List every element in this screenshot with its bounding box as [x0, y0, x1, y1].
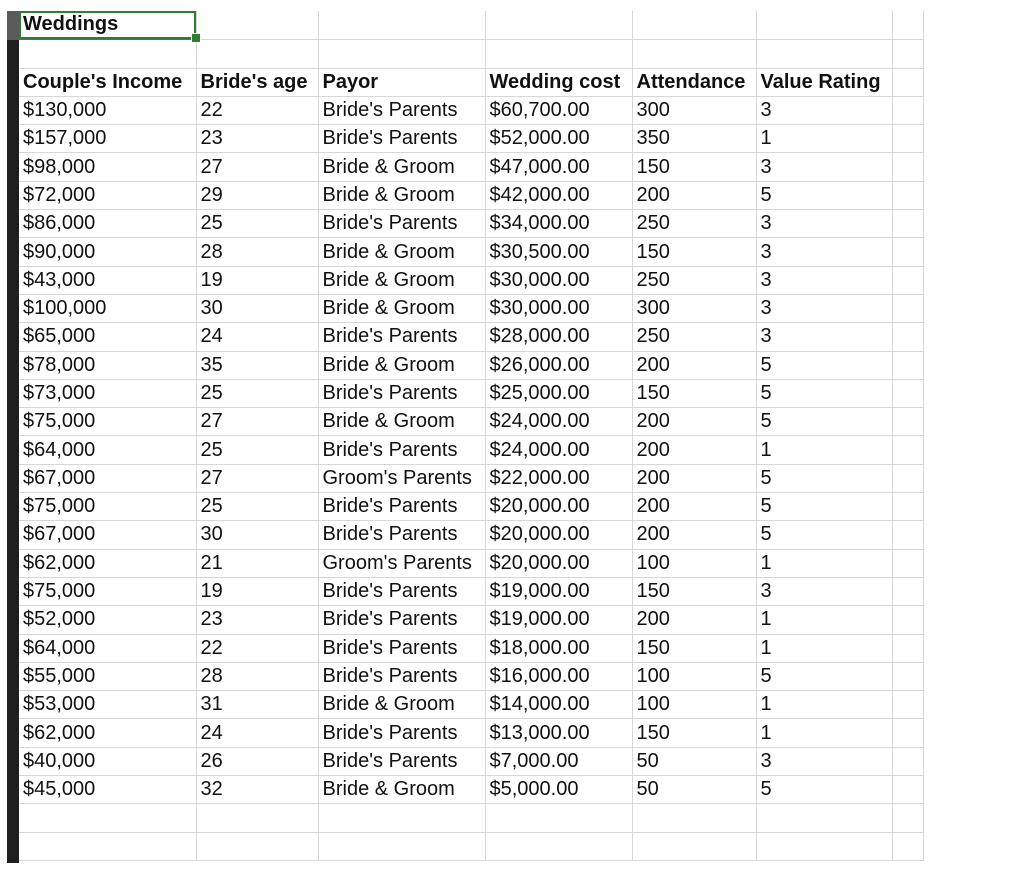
- payor-cell[interactable]: Bride & Groom: [318, 294, 485, 322]
- brides-age-cell[interactable]: 22: [196, 96, 318, 124]
- couples-income-cell[interactable]: $90,000: [19, 238, 196, 266]
- empty-cell[interactable]: [892, 238, 923, 266]
- payor-cell[interactable]: Bride & Groom: [318, 776, 485, 804]
- payor-cell[interactable]: Bride's Parents: [318, 662, 485, 690]
- table-row: [19, 408, 923, 436]
- table-row: [19, 464, 923, 492]
- value-rating-cell[interactable]: 5: [756, 351, 892, 379]
- value-rating-cell[interactable]: 1: [756, 549, 892, 577]
- couples-income-cell[interactable]: $78,000: [19, 351, 196, 379]
- value-rating-cell[interactable]: 1: [756, 634, 892, 662]
- wedding-cost-cell[interactable]: $20,000.00: [485, 521, 632, 549]
- empty-cell[interactable]: [196, 39, 318, 68]
- wedding-cost-cell[interactable]: $16,000.00: [485, 662, 632, 690]
- table-row: [19, 719, 923, 747]
- empty-cell[interactable]: [756, 804, 892, 832]
- payor-cell[interactable]: Bride's Parents: [318, 521, 485, 549]
- brides-age-cell[interactable]: 26: [196, 747, 318, 775]
- payor-cell[interactable]: Bride's Parents: [318, 577, 485, 605]
- attendance-cell[interactable]: 150: [632, 153, 756, 181]
- row-header-gutter: [7, 40, 19, 863]
- brides-age-cell[interactable]: 24: [196, 719, 318, 747]
- table-row: [19, 379, 923, 407]
- attendance-cell[interactable]: 100: [632, 662, 756, 690]
- attendance-cell[interactable]: 250: [632, 323, 756, 351]
- brides-age-cell[interactable]: 30: [196, 521, 318, 549]
- value-rating-cell[interactable]: 5: [756, 408, 892, 436]
- couples-income-cell[interactable]: $73,000: [19, 379, 196, 407]
- empty-cell[interactable]: [485, 804, 632, 832]
- payor-cell[interactable]: Bride & Groom: [318, 238, 485, 266]
- couples-income-cell[interactable]: $100,000: [19, 294, 196, 322]
- attendance-cell[interactable]: 50: [632, 776, 756, 804]
- couples-income-cell[interactable]: $64,000: [19, 634, 196, 662]
- payor-cell[interactable]: Groom's Parents: [318, 549, 485, 577]
- table-row: [19, 606, 923, 634]
- payor-cell[interactable]: Bride & Groom: [318, 691, 485, 719]
- empty-cell[interactable]: [196, 832, 318, 860]
- header-attendance[interactable]: Attendance: [632, 68, 756, 96]
- empty-cell[interactable]: [892, 719, 923, 747]
- empty-cell[interactable]: [19, 832, 196, 860]
- value-rating-cell[interactable]: 3: [756, 238, 892, 266]
- payor-cell[interactable]: Bride's Parents: [318, 323, 485, 351]
- table-row: [19, 323, 923, 351]
- empty-cell[interactable]: [892, 747, 923, 775]
- table-row: [19, 266, 923, 294]
- row-header-gutter-top: [7, 11, 19, 40]
- wedding-cost-cell[interactable]: $5,000.00: [485, 776, 632, 804]
- table-row: [19, 691, 923, 719]
- brides-age-cell[interactable]: 27: [196, 153, 318, 181]
- table-row: [19, 96, 923, 124]
- value-rating-cell[interactable]: 5: [756, 464, 892, 492]
- empty-cell[interactable]: [892, 68, 923, 96]
- payor-cell[interactable]: Groom's Parents: [318, 464, 485, 492]
- wedding-cost-cell[interactable]: $52,000.00: [485, 125, 632, 153]
- brides-age-cell[interactable]: 28: [196, 662, 318, 690]
- brides-age-cell[interactable]: 27: [196, 408, 318, 436]
- empty-cell[interactable]: [892, 39, 923, 68]
- couples-income-cell[interactable]: $157,000: [19, 125, 196, 153]
- couples-income-cell[interactable]: $67,000: [19, 521, 196, 549]
- empty-cell[interactable]: [485, 39, 632, 68]
- empty-cell[interactable]: [892, 776, 923, 804]
- title-row: [19, 11, 923, 39]
- value-rating-cell[interactable]: 5: [756, 379, 892, 407]
- couples-income-cell[interactable]: $62,000: [19, 549, 196, 577]
- couples-income-cell[interactable]: $40,000: [19, 747, 196, 775]
- empty-cell[interactable]: [892, 464, 923, 492]
- value-rating-cell[interactable]: 3: [756, 577, 892, 605]
- couples-income-cell[interactable]: $75,000: [19, 493, 196, 521]
- couples-income-cell[interactable]: $98,000: [19, 153, 196, 181]
- sheet-title: Weddings: [23, 13, 119, 36]
- table-row: [19, 238, 923, 266]
- empty-cell[interactable]: [892, 662, 923, 690]
- attendance-cell[interactable]: 150: [632, 379, 756, 407]
- payor-cell[interactable]: Bride's Parents: [318, 379, 485, 407]
- payor-cell[interactable]: Bride's Parents: [318, 493, 485, 521]
- wedding-cost-cell[interactable]: $13,000.00: [485, 719, 632, 747]
- value-rating-cell[interactable]: 1: [756, 691, 892, 719]
- table-row: [19, 125, 923, 153]
- wedding-cost-cell[interactable]: $19,000.00: [485, 606, 632, 634]
- wedding-cost-cell[interactable]: $30,000.00: [485, 294, 632, 322]
- header-value-rating[interactable]: Value Rating: [756, 68, 892, 96]
- empty-cell[interactable]: [756, 832, 892, 860]
- payor-cell[interactable]: Bride's Parents: [318, 125, 485, 153]
- wedding-cost-cell[interactable]: $18,000.00: [485, 634, 632, 662]
- empty-cell[interactable]: [892, 11, 923, 39]
- brides-age-cell[interactable]: 25: [196, 436, 318, 464]
- table-row: [19, 351, 923, 379]
- value-rating-cell[interactable]: 3: [756, 96, 892, 124]
- couples-income-cell[interactable]: $86,000: [19, 210, 196, 238]
- empty-cell[interactable]: [632, 832, 756, 860]
- attendance-cell[interactable]: 300: [632, 294, 756, 322]
- empty-cell[interactable]: [892, 153, 923, 181]
- couples-income-cell[interactable]: $55,000: [19, 662, 196, 690]
- header-brides-age[interactable]: Bride's age: [196, 68, 318, 96]
- attendance-cell[interactable]: 200: [632, 408, 756, 436]
- wedding-cost-cell[interactable]: $20,000.00: [485, 493, 632, 521]
- couples-income-cell[interactable]: $45,000: [19, 776, 196, 804]
- value-rating-cell[interactable]: 5: [756, 493, 892, 521]
- value-rating-cell[interactable]: 1: [756, 719, 892, 747]
- attendance-cell[interactable]: 150: [632, 577, 756, 605]
- table-row: [19, 634, 923, 662]
- wedding-cost-cell[interactable]: $25,000.00: [485, 379, 632, 407]
- table-row: [19, 747, 923, 775]
- attendance-cell[interactable]: 200: [632, 181, 756, 209]
- brides-age-cell[interactable]: 32: [196, 776, 318, 804]
- empty-cell[interactable]: [196, 11, 318, 39]
- empty-cell[interactable]: [318, 804, 485, 832]
- wedding-cost-cell[interactable]: $60,700.00: [485, 96, 632, 124]
- couples-income-cell[interactable]: $62,000: [19, 719, 196, 747]
- payor-cell[interactable]: Bride & Groom: [318, 408, 485, 436]
- empty-cell[interactable]: [892, 379, 923, 407]
- value-rating-cell[interactable]: 3: [756, 294, 892, 322]
- attendance-cell[interactable]: 200: [632, 351, 756, 379]
- wedding-cost-cell[interactable]: $24,000.00: [485, 408, 632, 436]
- value-rating-cell[interactable]: 3: [756, 323, 892, 351]
- empty-cell[interactable]: [632, 11, 756, 39]
- wedding-cost-cell[interactable]: $47,000.00: [485, 153, 632, 181]
- wedding-cost-cell[interactable]: $24,000.00: [485, 436, 632, 464]
- value-rating-cell[interactable]: 3: [756, 747, 892, 775]
- table-row: [19, 153, 923, 181]
- wedding-cost-cell[interactable]: $30,500.00: [485, 238, 632, 266]
- empty-cell[interactable]: [892, 408, 923, 436]
- empty-cell[interactable]: [892, 521, 923, 549]
- attendance-cell[interactable]: 200: [632, 606, 756, 634]
- attendance-cell[interactable]: 200: [632, 436, 756, 464]
- empty-cell[interactable]: [892, 804, 923, 832]
- brides-age-cell[interactable]: 22: [196, 634, 318, 662]
- value-rating-cell[interactable]: 1: [756, 436, 892, 464]
- table-row: [19, 662, 923, 690]
- attendance-cell[interactable]: 200: [632, 493, 756, 521]
- table-row: [19, 181, 923, 209]
- couples-income-cell[interactable]: $75,000: [19, 577, 196, 605]
- payor-cell[interactable]: Bride & Groom: [318, 153, 485, 181]
- empty-cell[interactable]: [318, 39, 485, 68]
- brides-age-cell[interactable]: 35: [196, 351, 318, 379]
- payor-cell[interactable]: Bride's Parents: [318, 96, 485, 124]
- value-rating-cell[interactable]: 1: [756, 125, 892, 153]
- brides-age-cell[interactable]: 19: [196, 577, 318, 605]
- payor-cell[interactable]: Bride's Parents: [318, 210, 485, 238]
- table-row: [19, 577, 923, 605]
- wedding-cost-cell[interactable]: $14,000.00: [485, 691, 632, 719]
- wedding-cost-cell[interactable]: $28,000.00: [485, 323, 632, 351]
- brides-age-cell[interactable]: 24: [196, 323, 318, 351]
- value-rating-cell[interactable]: 1: [756, 606, 892, 634]
- empty-cell[interactable]: [318, 832, 485, 860]
- empty-cell[interactable]: [318, 11, 485, 39]
- header-wedding-cost[interactable]: Wedding cost: [485, 68, 632, 96]
- payor-cell[interactable]: Bride's Parents: [318, 436, 485, 464]
- brides-age-cell[interactable]: 23: [196, 125, 318, 153]
- couples-income-cell[interactable]: $64,000: [19, 436, 196, 464]
- empty-cell[interactable]: [632, 39, 756, 68]
- couples-income-cell[interactable]: $130,000: [19, 96, 196, 124]
- attendance-cell[interactable]: 350: [632, 125, 756, 153]
- title-cell[interactable]: [19, 11, 196, 39]
- attendance-cell[interactable]: 100: [632, 549, 756, 577]
- payor-cell[interactable]: Bride's Parents: [318, 606, 485, 634]
- empty-cell[interactable]: [892, 266, 923, 294]
- payor-cell[interactable]: Bride & Groom: [318, 266, 485, 294]
- empty-cell[interactable]: [892, 210, 923, 238]
- brides-age-cell[interactable]: 29: [196, 181, 318, 209]
- brides-age-cell[interactable]: 27: [196, 464, 318, 492]
- brides-age-cell[interactable]: 25: [196, 210, 318, 238]
- wedding-cost-cell[interactable]: $7,000.00: [485, 747, 632, 775]
- value-rating-cell[interactable]: 5: [756, 181, 892, 209]
- couples-income-cell[interactable]: $67,000: [19, 464, 196, 492]
- blank-row: [19, 832, 923, 860]
- empty-cell[interactable]: [892, 96, 923, 124]
- brides-age-cell[interactable]: 25: [196, 493, 318, 521]
- empty-cell[interactable]: [756, 11, 892, 39]
- value-rating-cell[interactable]: 5: [756, 521, 892, 549]
- brides-age-cell[interactable]: 31: [196, 691, 318, 719]
- table-row: [19, 294, 923, 322]
- attendance-cell[interactable]: 300: [632, 96, 756, 124]
- couples-income-cell[interactable]: $75,000: [19, 408, 196, 436]
- wedding-cost-cell[interactable]: $26,000.00: [485, 351, 632, 379]
- header-row: [19, 68, 923, 96]
- payor-cell[interactable]: Bride's Parents: [318, 719, 485, 747]
- empty-cell[interactable]: [632, 804, 756, 832]
- empty-cell[interactable]: [19, 39, 196, 68]
- attendance-cell[interactable]: 50: [632, 747, 756, 775]
- empty-cell[interactable]: [892, 125, 923, 153]
- table-row: [19, 521, 923, 549]
- brides-age-cell[interactable]: 30: [196, 294, 318, 322]
- couples-income-cell[interactable]: $43,000: [19, 266, 196, 294]
- empty-cell[interactable]: [892, 323, 923, 351]
- couples-income-cell[interactable]: $53,000: [19, 691, 196, 719]
- table-row: [19, 493, 923, 521]
- payor-cell[interactable]: Bride's Parents: [318, 634, 485, 662]
- empty-cell[interactable]: [756, 39, 892, 68]
- empty-cell[interactable]: [892, 549, 923, 577]
- empty-cell[interactable]: [892, 606, 923, 634]
- empty-cell[interactable]: [892, 691, 923, 719]
- attendance-cell[interactable]: 150: [632, 719, 756, 747]
- empty-cell[interactable]: [196, 804, 318, 832]
- table-row: [19, 549, 923, 577]
- header-payor[interactable]: Payor: [318, 68, 485, 96]
- wedding-cost-cell[interactable]: $30,000.00: [485, 266, 632, 294]
- wedding-cost-cell[interactable]: $42,000.00: [485, 181, 632, 209]
- empty-cell[interactable]: [19, 804, 196, 832]
- brides-age-cell[interactable]: 19: [196, 266, 318, 294]
- brides-age-cell[interactable]: 23: [196, 606, 318, 634]
- couples-income-cell[interactable]: $72,000: [19, 181, 196, 209]
- attendance-cell[interactable]: 200: [632, 521, 756, 549]
- empty-cell[interactable]: [892, 634, 923, 662]
- blank-row: [19, 804, 923, 832]
- brides-age-cell[interactable]: 21: [196, 549, 318, 577]
- header-couples-income[interactable]: Couple's Income: [19, 68, 196, 96]
- value-rating-cell[interactable]: 3: [756, 210, 892, 238]
- value-rating-cell[interactable]: 3: [756, 266, 892, 294]
- value-rating-cell[interactable]: 5: [756, 776, 892, 804]
- selection-fill-handle[interactable]: [191, 33, 201, 43]
- payor-cell[interactable]: Bride's Parents: [318, 747, 485, 775]
- empty-cell[interactable]: [892, 493, 923, 521]
- couples-income-cell[interactable]: $52,000: [19, 606, 196, 634]
- attendance-cell[interactable]: 150: [632, 634, 756, 662]
- wedding-cost-cell[interactable]: $34,000.00: [485, 210, 632, 238]
- table-row: [19, 436, 923, 464]
- wedding-cost-cell[interactable]: $20,000.00: [485, 549, 632, 577]
- wedding-cost-cell[interactable]: $22,000.00: [485, 464, 632, 492]
- attendance-cell[interactable]: 100: [632, 691, 756, 719]
- table-row: [19, 210, 923, 238]
- wedding-cost-cell[interactable]: $19,000.00: [485, 577, 632, 605]
- empty-cell[interactable]: [892, 351, 923, 379]
- attendance-cell[interactable]: 250: [632, 210, 756, 238]
- table-row: [19, 776, 923, 804]
- payor-cell[interactable]: Bride & Groom: [318, 351, 485, 379]
- empty-cell[interactable]: [485, 832, 632, 860]
- empty-cell[interactable]: [892, 577, 923, 605]
- brides-age-cell[interactable]: 28: [196, 238, 318, 266]
- attendance-cell[interactable]: 250: [632, 266, 756, 294]
- blank-row: [19, 39, 923, 68]
- value-rating-cell[interactable]: 3: [756, 153, 892, 181]
- couples-income-cell[interactable]: $65,000: [19, 323, 196, 351]
- brides-age-cell[interactable]: 25: [196, 379, 318, 407]
- empty-cell[interactable]: [892, 436, 923, 464]
- value-rating-cell[interactable]: 5: [756, 662, 892, 690]
- empty-cell[interactable]: [892, 294, 923, 322]
- empty-cell[interactable]: [485, 11, 632, 39]
- payor-cell[interactable]: Bride & Groom: [318, 181, 485, 209]
- attendance-cell[interactable]: 200: [632, 464, 756, 492]
- empty-cell[interactable]: [892, 181, 923, 209]
- data-grid: [19, 11, 924, 861]
- empty-cell[interactable]: [892, 832, 923, 860]
- attendance-cell[interactable]: 150: [632, 238, 756, 266]
